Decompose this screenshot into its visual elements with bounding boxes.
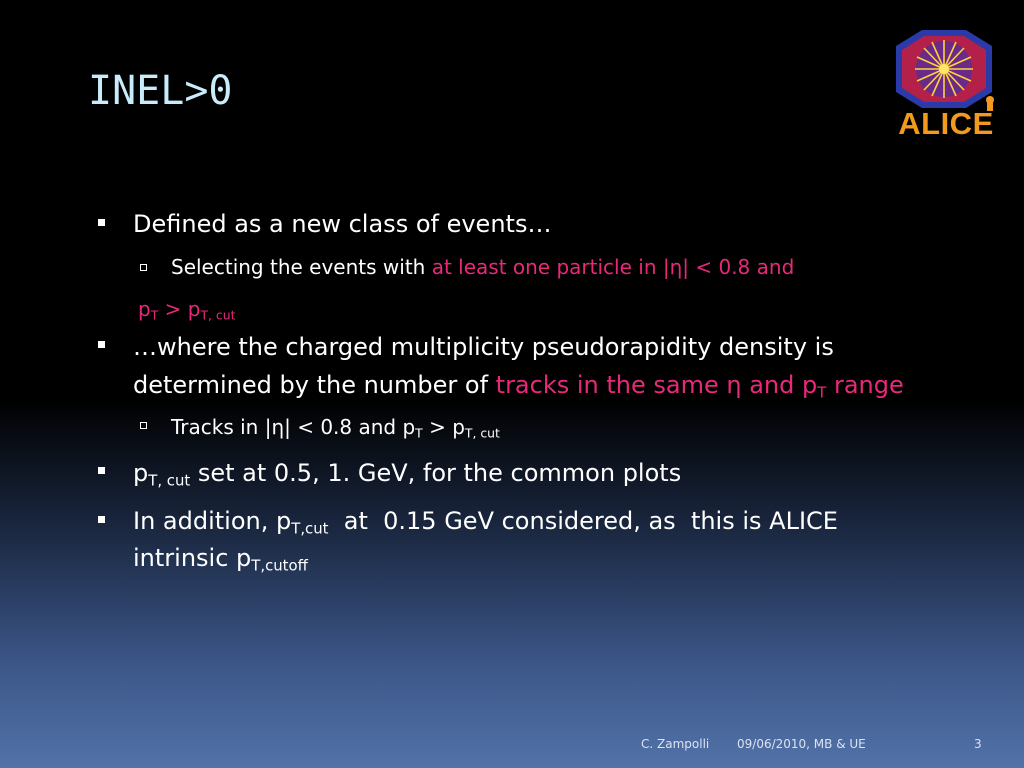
sub-bullet-icon (140, 264, 147, 271)
bullet-2-line-2 (133, 367, 904, 403)
sub-bullet-1-highlight: at least one particle in |η| < 0.8 and (431, 255, 795, 279)
bullet-2-line-1: …where the charged multiplicity pseudorapidity density is (133, 333, 834, 361)
ptcut-subscript: T,cut (291, 519, 329, 538)
logo-text: ALICE (898, 106, 994, 141)
slide-title: INEL>0 (88, 68, 233, 114)
bullet-square-icon (98, 341, 105, 348)
pt-symbol: p (133, 459, 149, 487)
ptcut-subscript: T, cut (464, 425, 500, 441)
pt-symbol: p (138, 297, 151, 321)
bullet-3-rest: set at 0.5, 1. GeV, for the common plots (190, 459, 682, 487)
bullet-square-icon (98, 467, 105, 474)
bullet-4-rest: at 0.15 GeV considered, as this is ALICE (328, 507, 838, 535)
bullet-4-line-2 (133, 540, 308, 576)
bullet-square-icon (98, 516, 105, 523)
ptcutoff-subscript: T,cutoff (251, 556, 308, 575)
alice-detector-icon (880, 26, 1008, 116)
footer-page-number: 3 (974, 737, 982, 751)
sub-bullet-2 (171, 413, 500, 441)
sub-bullet-icon (140, 422, 147, 429)
bullet-square-icon (98, 219, 105, 226)
sub-bullet-1 (171, 253, 794, 281)
sub-bullet-2-text: Tracks in |η| < 0.8 and p (171, 415, 416, 439)
alice-logo (880, 26, 1008, 146)
pt-subscript: T (415, 425, 423, 441)
bullet-1-text: Defined as a new class of events… (133, 210, 552, 238)
comparison-text: > p (422, 415, 465, 439)
highlight-text: tracks in the same η and p (495, 371, 818, 399)
bullet-2-line-2-text: determined by the number of (133, 371, 496, 399)
bullet-3-text (133, 455, 681, 491)
comparison-text: > p (158, 297, 201, 321)
pt-subscript: T (150, 307, 159, 323)
bullet-4-text: In addition, p (133, 507, 292, 535)
ptcut-subscript: T, cut (148, 471, 191, 490)
ptcut-subscript: T, cut (200, 307, 236, 323)
footer-date-event: 09/06/2010, MB & UE (737, 737, 866, 751)
sub-bullet-1-continuation (138, 295, 235, 323)
bullet-4-line-1 (133, 503, 838, 539)
bullet-4-line-2-text: intrinsic p (133, 544, 252, 572)
pt-subscript: T (817, 383, 827, 402)
highlight-text-end: range (826, 371, 904, 399)
sub-bullet-1-text: Selecting the events with (171, 255, 432, 279)
bullet-2-highlight (495, 371, 904, 402)
footer-author: C. Zampolli (641, 737, 710, 751)
